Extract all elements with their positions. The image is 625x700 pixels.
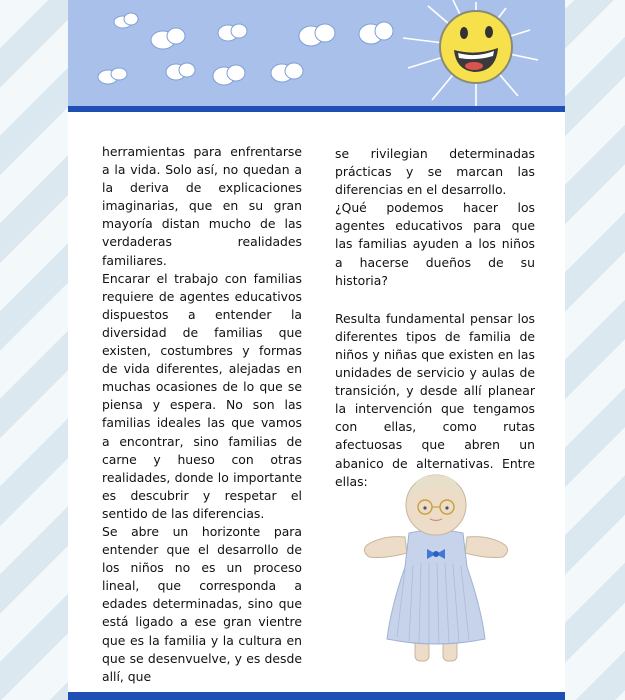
cloud-icon: [299, 24, 335, 46]
cloud-icon: [114, 13, 138, 28]
paragraph: herramientas para enfrentarse a la vida. Solo así, no quedan a la deriva de explicaciones imaginarias, que en su gran mayoría distan mucho de las verdaderas realidades familiares.: [102, 144, 302, 268]
header-accent-bar: [68, 106, 565, 112]
paragraph: ¿Qué podemos hacer los agentes educativos para que las familias ayuden a los niños a hacerse dueños de su historia?: [335, 200, 535, 288]
cloud-icon: [213, 65, 245, 85]
cloud-icon: [151, 28, 185, 49]
cloud-icon: [359, 22, 393, 44]
paragraph: Se abre un horizonte para entender que el desarrollo de los niños no es un proceso lineal, que corresponda a edades determinadas, sino que está ligado a ese gran vientre que es la familia y la cultura en que se desenvuelve, y es desde allí, que: [102, 523, 302, 684]
right-column: [335, 145, 535, 491]
left-column: [102, 143, 302, 686]
cloud-icon: [218, 24, 247, 41]
header-banner: [68, 0, 565, 109]
paragraph: Encarar el trabajo con familias requiere de agentes educativos dispuestos a entender la diversidad de familias que existen, costumbres y formas de vida diferentes, alejadas en muchas ocasiones de lo que se piensa y espera. No son las familias ideales las que vamos a encontrar, sino familias de carne y hueso con otras realidades, donde lo importante es descubrir y respetar el sentido de las diferencias.: [102, 270, 302, 521]
page: [68, 0, 565, 700]
smiling-sun-icon: [403, 0, 538, 108]
cloud-icon: [271, 63, 303, 82]
paragraph: Resulta fundamental pensar los diferentes tipos de familia de niños y niñas que existen en las unidades de servicio y aulas de transición, y desde allí planear la intervención que tengamos con ellas, como rutas afectuosas que abren un abanico de alternativas. Entre ellas:: [335, 310, 535, 489]
paragraph: se rivilegian determinadas prácticas y se marcan las diferencias en el desarrollo.: [335, 146, 535, 198]
cloud-icon: [166, 63, 195, 80]
footer-accent-bar: [68, 692, 565, 700]
doll-image: [357, 457, 515, 669]
cloud-icon: [98, 68, 127, 84]
